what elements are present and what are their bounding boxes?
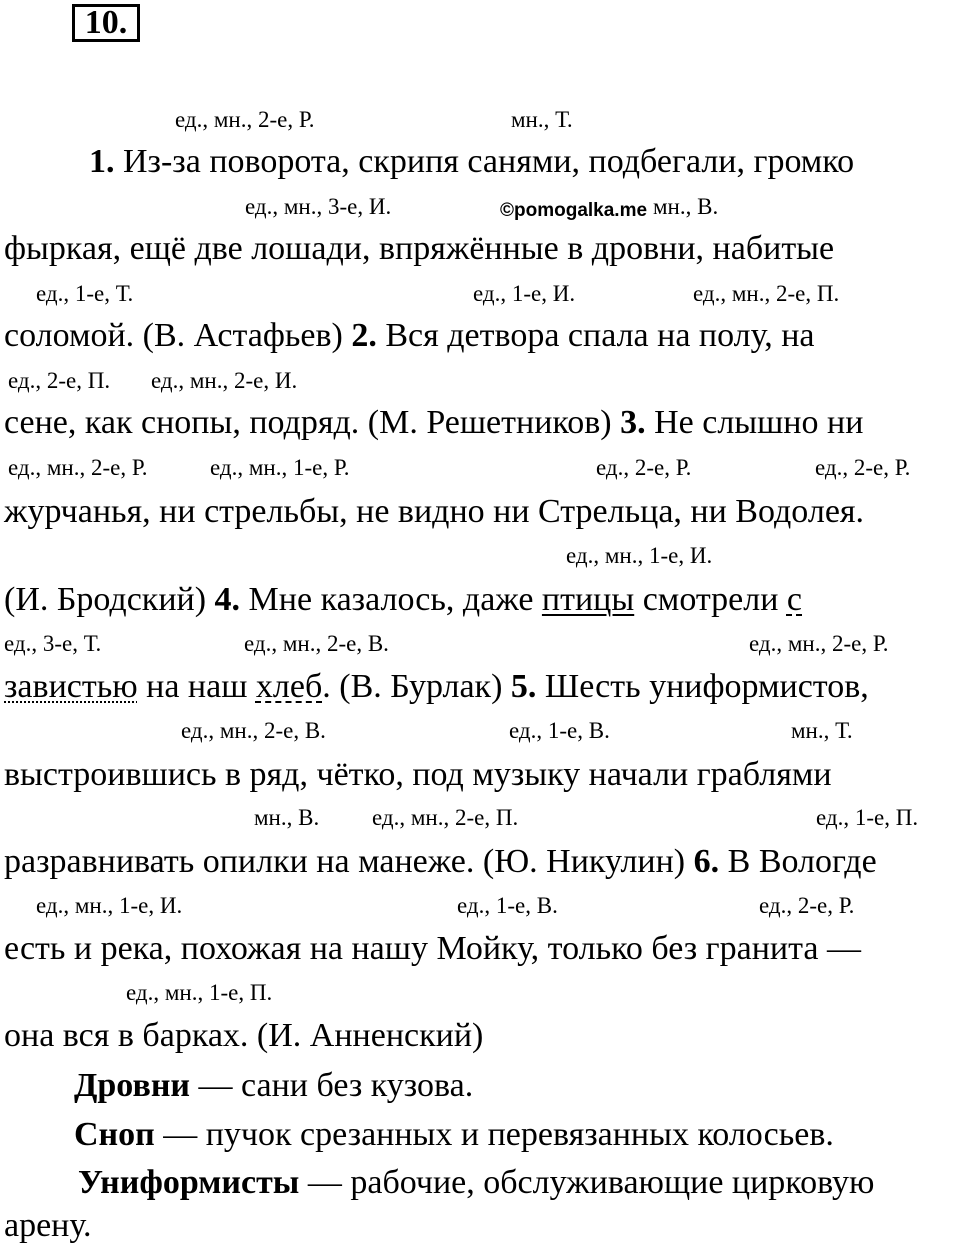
glossary-term: Сноп bbox=[74, 1116, 155, 1153]
case-annotation: ед., 1-е, Т. bbox=[36, 281, 134, 306]
glossary-term: Униформисты bbox=[78, 1164, 300, 1201]
text-line-9: разравнивать опилки на манеже. (Ю. Никулин) 6. В Вологде bbox=[4, 843, 877, 880]
sentence-number: 1. bbox=[89, 143, 115, 180]
text-line-11: она вся в барках. (И. Анненский) bbox=[4, 1017, 484, 1054]
exercise-number-box bbox=[72, 4, 140, 42]
case-annotation: ед., мн., 2-е, Р. bbox=[175, 107, 315, 132]
case-annotation: мн., В. bbox=[254, 805, 320, 830]
case-annotation: ед., мн., 1-е, И. bbox=[36, 893, 183, 918]
case-annotation: ед., мн., 2-е, П. bbox=[372, 805, 519, 830]
watermark: ©pomogalka.me bbox=[500, 200, 648, 221]
case-annotation: ед., мн., 2-е, В. bbox=[181, 718, 326, 743]
sentence-number: 2. bbox=[351, 317, 377, 354]
case-annotation: ед., мн., 3-е, И. bbox=[245, 194, 392, 219]
case-annotation: ед., мн., 1-е, Р. bbox=[210, 455, 350, 480]
case-annotation: мн., Т. bbox=[791, 718, 853, 743]
case-annotation: ед., мн., 1-е, И. bbox=[566, 543, 713, 568]
exercise-number: 10. bbox=[84, 4, 128, 41]
case-annotation: ед., мн., 2-е, П. bbox=[693, 281, 840, 306]
case-annotation: ед., мн., 2-е, В. bbox=[244, 631, 389, 656]
case-annotation: ед., 2-е, П. bbox=[8, 368, 111, 393]
text-line-2: фыркая, ещё две лошади, впряжённые в дровни, набитые bbox=[4, 230, 835, 267]
sentence-number: 6. bbox=[693, 843, 720, 880]
glossary-item: Дровни — сани без кузова. bbox=[74, 1067, 474, 1104]
case-annotation: ед., 2-е, Р. bbox=[596, 455, 692, 480]
glossary-item: Сноп — пучок срезанных и перевязанных колосьев. bbox=[74, 1116, 834, 1153]
sentence-number: 4. bbox=[214, 581, 241, 618]
text-line-7: завистью на наш хлеб. (В. Бурлак) 5. Шесть униформистов, bbox=[4, 668, 869, 705]
case-annotation: ед., 1-е, В. bbox=[509, 718, 610, 743]
text-line-4: сене, как снопы, подряд. (М. Решетников) 3. Не слышно ни bbox=[4, 404, 864, 441]
case-annotation: ед., 1-е, В. bbox=[457, 893, 558, 918]
object-underlined: хлеб bbox=[255, 668, 323, 705]
text-line-10: есть и река, похожая на нашу Мойку, только без гранита — bbox=[4, 930, 861, 967]
case-annotation: ед., 2-е, Р. bbox=[759, 893, 855, 918]
text-line-5: журчанья, ни стрельбы, не видно ни Стрельца, ни Водолея. bbox=[4, 493, 865, 530]
case-annotation: ед., мн., 2-е, Р. bbox=[749, 631, 889, 656]
text-line-1: 1. Из-за поворота, скрипя санями, подбегали, громко bbox=[89, 143, 855, 180]
case-annotation: ед., 1-е, П. bbox=[816, 805, 919, 830]
text-line-3: соломой. (В. Астафьев) 2. Вся детвора спала на полу, на bbox=[4, 317, 815, 354]
glossary-term: Дровни bbox=[74, 1067, 190, 1104]
text-line-8: выстроившись в ряд, чётко, под музыку начали граблями bbox=[4, 756, 832, 793]
case-annotation: ед., 3-е, Т. bbox=[4, 631, 102, 656]
case-annotation: ед., мн., 2-е, И. bbox=[151, 368, 298, 393]
case-annotation: мн., В. bbox=[653, 194, 719, 219]
glossary-item-continuation: арену. bbox=[4, 1207, 92, 1244]
case-annotation: ед., 1-е, И. bbox=[473, 281, 576, 306]
case-annotation: ед., 2-е, Р. bbox=[815, 455, 911, 480]
sentence-number: 5. bbox=[510, 668, 537, 705]
subject-underlined: птицы bbox=[541, 581, 635, 618]
glossary-item: Униформисты — рабочие, обслуживающие цирковую bbox=[78, 1164, 875, 1201]
object-underlined: завистью bbox=[4, 668, 138, 705]
text-line-6: (И. Бродский) 4. Мне казалось, даже птицы смотрели с bbox=[4, 581, 802, 618]
sentence-number: 3. bbox=[620, 404, 646, 441]
case-annotation: ед., мн., 1-е, П. bbox=[126, 980, 273, 1005]
case-annotation: мн., Т. bbox=[511, 107, 573, 132]
preposition-underlined: с bbox=[786, 581, 802, 618]
case-annotation: ед., мн., 2-е, Р. bbox=[8, 455, 148, 480]
